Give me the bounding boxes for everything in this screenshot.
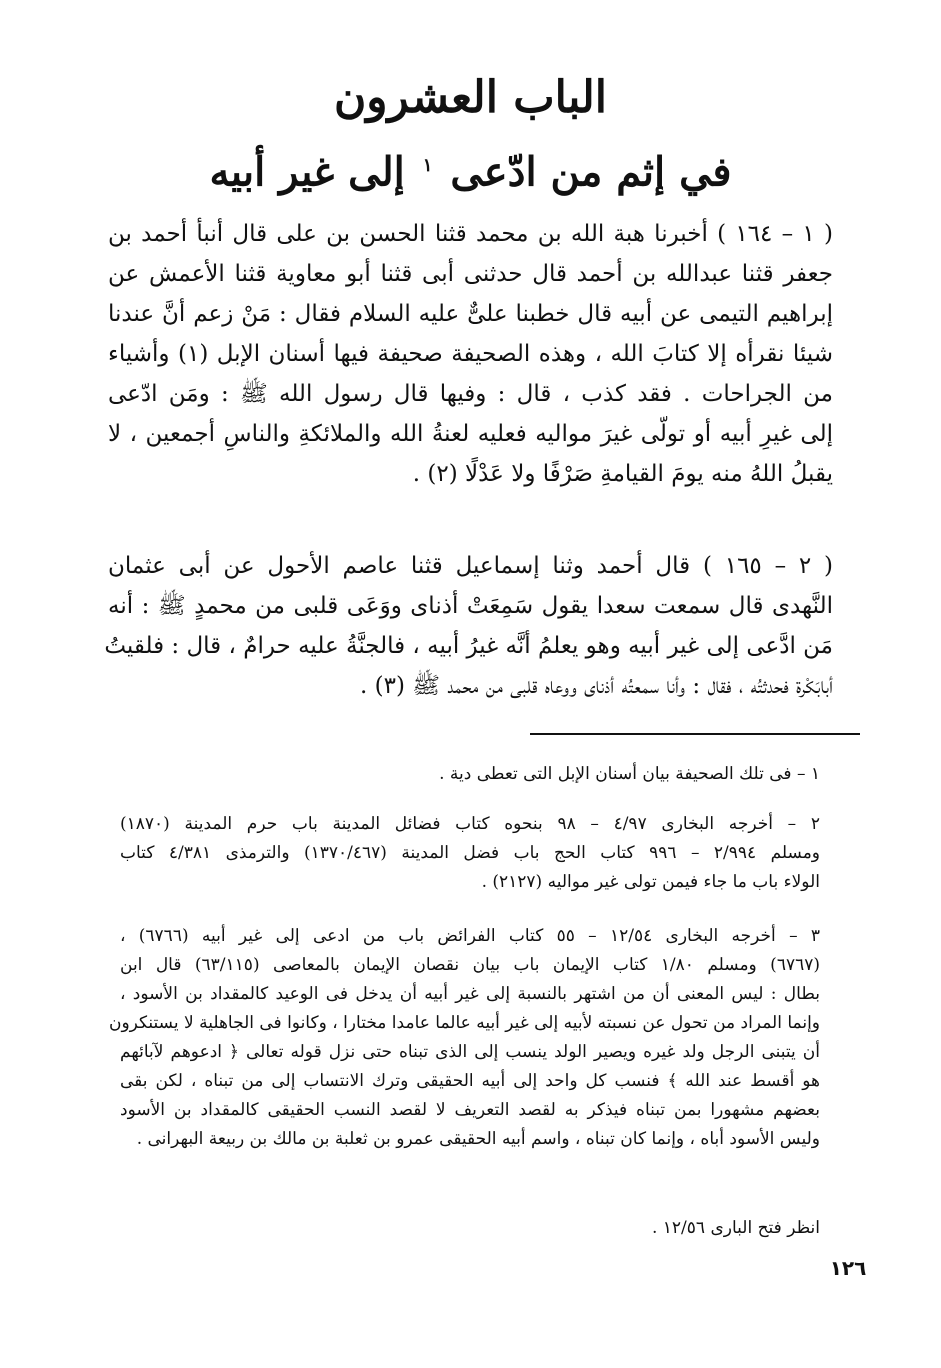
footnote-line: أن يتبنى الرجل ولد غيره ويصير الولد ينسب إلى الذى تبناه حتى نزل قوله تعالى ﴿ ادعوهم لآبائهم — [120, 1042, 820, 1062]
chapter-subtitle — [0, 136, 941, 202]
footnote-line: بعضهم مشهورا بمن تبناه فيذكر به لقصد التعريف لا لقصد النسب الحقيقى كالمقداد بن الأسود — [120, 1100, 820, 1120]
footnote-divider — [530, 733, 860, 735]
footnote-2 — [120, 810, 820, 897]
text-line: ( ٢ – ١٦٥ ) قال أحمد وثنا إسماعيل قثنا عاصم الأحول عن أبى عثمان — [108, 553, 833, 579]
text-line: إبراهيم التيمى عن أبيه قال خطبنا علىٌّ عليه السلام فقال : مَنْ زعم أنَّ عندنا — [108, 301, 833, 327]
footnote-line: ٢ – أخرجه البخارى ٤/٩٧ – ٩٨ بنحوه كتاب فضائل المدينة باب حرم المدينة (١٨٧٠) — [120, 814, 821, 834]
hadith-paragraph-1 — [108, 214, 833, 494]
text-line: مَن ادَّعى إلى غير أبيه وهو يعلمُ أنَّه غيرُ أبيه ، فالجنَّةُ عليه حرامٌ ، قال : فلقيتُ — [104, 633, 833, 659]
text-line: شيئا نقرأه إلا كتابَ الله ، وهذه الصحيفة صحيفة فيها أسنان الإبل (١) وأشياء — [108, 341, 833, 367]
text-line: من الجراحات . فقد كذب ، قال : وفيها قال رسول الله ﷺ : ومَن ادّعى — [108, 381, 833, 407]
footnote-line: هو أقسط عند الله ﴾ فنسب كل واحد إلى أبيه الحقيقى وترك الانتساب إلى من تبناه ، لكن بقى — [120, 1071, 820, 1091]
footnote-line: بطال : ليس المعنى أن من اشتهر بالنسبة إلى غير أبيه أن يدخل فى الوعيد كالمقداد بن الأسود ، — [120, 984, 820, 1004]
chapter-subtitle-part-2: إلى غير أبيه — [209, 148, 405, 196]
footnote-line: ١ – فى تلك الصحيفة بيان أسنان الإبل التى تعطى دية . — [439, 764, 820, 784]
text-line: ( ١ – ١٦٤ ) أخبرنا هبة الله بن محمد قثنا الحسن بن على قال أنبأ أحمد بن — [108, 221, 833, 247]
footnote-line: وليس الأسود أباه ، وإنما كان تبناه ، واسم أبيه الحقيقى عمرو بن ثعلبة بن مالك بن ربيعة البهرانى . — [136, 1129, 820, 1149]
footnote-line: انظر فتح البارى ١٢/٥٦ . — [651, 1218, 820, 1238]
text-line: إلى غيرِ أبيه أو تولّى غيرَ مواليه فعليه لعنةُ الله والملائكةِ والناسِ أجمعين ، لا — [108, 421, 833, 447]
page-number: ١٢٦ — [829, 1256, 867, 1280]
footnote-line: الولاء باب ما جاء فيمن تولى غير مواليه (٢١٢٧) . — [481, 872, 820, 892]
footnote-line: وإنما المراد من تحول عن نسبته لأبيه إلى غير أبيه عالما عامدا مختارا ، وكانوا فى الجاهلية لا يستنكرون — [108, 1013, 820, 1033]
text-line: النَّهدى قال سمعت سعدا يقول سَمِعَتْ أذناى ووَعَى قلبى من محمدٍ ﷺ : أنه — [108, 593, 833, 619]
footnote-marker: ١ — [422, 155, 433, 176]
chapter-subtitle-part-1: في إثم من ادّعى — [450, 148, 732, 196]
footnote-1 — [120, 760, 820, 789]
text-line: يقبلُ اللهُ منه يومَ القيامةِ صَرْفًا ولا عَدْلًا (٢) . — [412, 461, 833, 487]
text-line: أبابَكْرة فحدثتُه ، فقال : وأنا سمعتُه أذناى ووعاه قلبى من محمد ﷺ (٣) . — [359, 673, 833, 699]
footnote-reference — [120, 1214, 820, 1243]
footnote-line: (٦٧٦٧) ومسلم ١/٨٠ كتاب الإيمان باب بيان نقصان الإيمان بالمعاصى (٦٣/١١٥) قال ابن — [120, 955, 820, 975]
hadith-paragraph-2 — [104, 546, 833, 706]
chapter-title: الباب العشرون — [333, 72, 607, 123]
footnote-3 — [108, 922, 821, 1154]
text-line: جعفر قثنا عبدالله بن أحمد قال حدثنى أبى قثنا أبو معاوية قثنا الأعمش عن — [108, 261, 833, 287]
footnote-line: ٣ – أخرجه البخارى ١٢/٥٤ – ٥٥ كتاب الفرائض باب من ادعى إلى غير أبيه (٦٧٦٦) ، — [120, 926, 821, 946]
footnote-line: ومسلم ٢/٩٩٤ – ٩٩٦ كتاب الحج باب فضل المدينة (١٣٧٠/٤٦٧) والترمذى ٤/٣٨١ كتاب — [120, 843, 821, 863]
